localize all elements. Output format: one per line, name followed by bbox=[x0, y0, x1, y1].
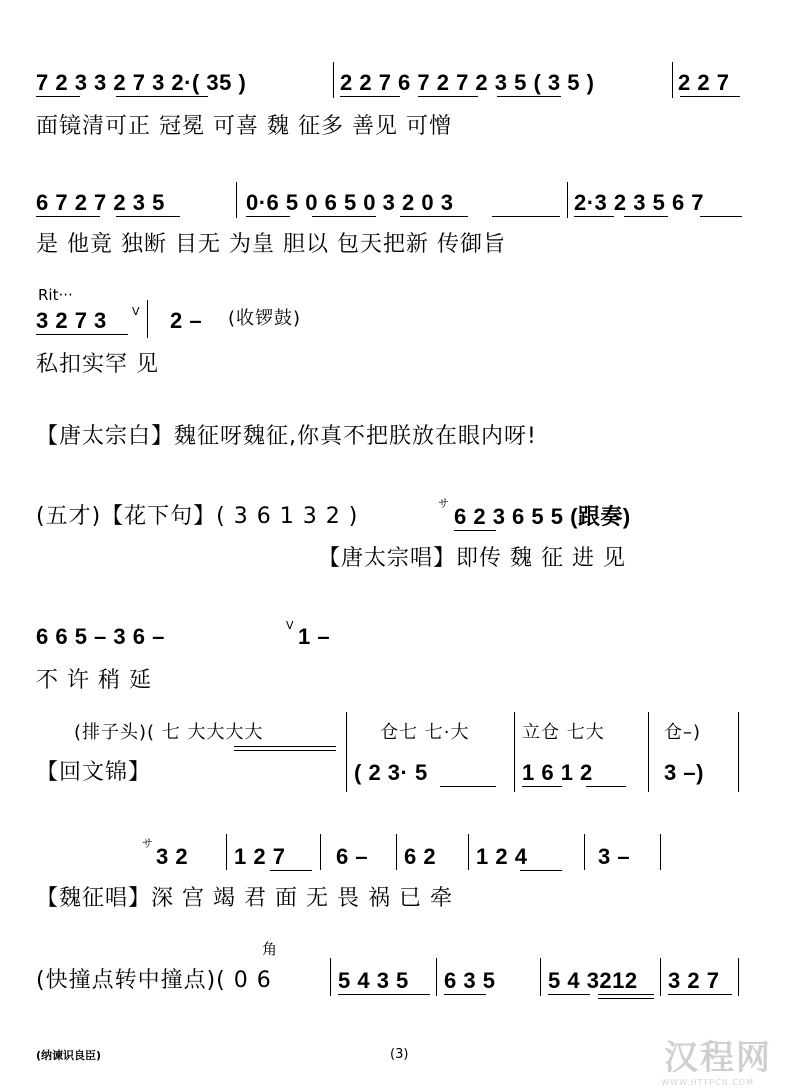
barline bbox=[147, 300, 148, 338]
breath-mark: V bbox=[286, 619, 294, 632]
notes-line7-a: 3 2 bbox=[156, 844, 189, 869]
watermark-url: WWW.HTTPCN.COM bbox=[661, 1078, 754, 1087]
gong-cue: (收锣鼓) bbox=[228, 308, 302, 329]
notes-line1-c: 2 2 7 bbox=[678, 70, 730, 95]
notes-line4: 6 2 3 6 5 5 (跟奏) bbox=[454, 504, 631, 529]
singer-tang-taizong: 【唐太宗唱】即传 魏 征 进 见 bbox=[318, 546, 626, 571]
notes-line7-e: 1 2 4 bbox=[476, 844, 528, 869]
sanban-mark: サ bbox=[142, 837, 153, 850]
notes-line6-c: 3 –) bbox=[664, 760, 704, 785]
underline bbox=[116, 96, 208, 97]
notes-line7-d: 6 2 bbox=[404, 844, 437, 869]
underline bbox=[444, 994, 486, 995]
underline bbox=[624, 216, 668, 217]
barline bbox=[660, 958, 661, 996]
barline bbox=[320, 834, 321, 870]
barline bbox=[672, 62, 673, 98]
notes-line2-c: 2·3 2 3 5 6 7 bbox=[574, 190, 705, 215]
barline bbox=[330, 958, 331, 996]
barline bbox=[540, 958, 541, 996]
lyric-line7: 【魏征唱】深 宫 竭 君 面 无 畏 祸 已 牵 bbox=[36, 886, 453, 911]
lyric-line1: 面镜清可正 冠冕 可喜 魏 征多 善见 可憎 bbox=[36, 114, 452, 139]
barline bbox=[236, 182, 237, 218]
breath-mark: V bbox=[132, 305, 140, 318]
underline bbox=[340, 96, 400, 97]
barline bbox=[346, 712, 347, 792]
barline bbox=[468, 834, 469, 870]
barline bbox=[584, 834, 585, 870]
underline bbox=[522, 786, 562, 787]
barline bbox=[514, 712, 515, 792]
page-number: (3) bbox=[390, 1047, 409, 1062]
fermata-note: 2 – bbox=[170, 308, 203, 333]
spoken-dialogue: 【唐太宗白】魏征呀魏征,你真不把朕放在眼内呀! bbox=[36, 424, 537, 449]
notes-line7-c: 6 – bbox=[336, 844, 369, 869]
underline bbox=[234, 750, 336, 751]
underline bbox=[598, 994, 654, 995]
underline bbox=[454, 530, 496, 531]
underline bbox=[36, 216, 100, 217]
notes-line8-b: 6 3 5 bbox=[444, 968, 496, 993]
underline bbox=[338, 994, 430, 995]
percussion-d: 仓–) bbox=[664, 722, 702, 743]
barline bbox=[738, 958, 739, 996]
underline bbox=[116, 216, 180, 217]
jiao-mark: 角 bbox=[262, 940, 278, 958]
underline bbox=[36, 334, 128, 335]
notes-line1-b: 2 2 7 6 7 2 7 2 3 5 ( 3 5 ) bbox=[340, 70, 595, 95]
ritardando-mark: Rit··· bbox=[38, 286, 73, 304]
notes-line8-a: 5 4 3 5 bbox=[338, 968, 409, 993]
notes-line8-d: 3 2 7 bbox=[668, 968, 720, 993]
underline bbox=[246, 216, 290, 217]
notes-line6-b: 1 6 1 2 bbox=[522, 760, 593, 785]
paizitou-percussion: (排子头)( 七 大大大大 bbox=[74, 722, 264, 743]
barline bbox=[648, 712, 649, 792]
barline bbox=[333, 62, 334, 98]
underline bbox=[497, 96, 561, 97]
notes-line7-b: 1 2 7 bbox=[234, 844, 286, 869]
line8-head: (快撞点转中撞点)( 0 6 bbox=[36, 968, 272, 993]
notes-line5-end: 1 – bbox=[298, 624, 331, 649]
notes-line8-c: 5 4 3212 bbox=[548, 968, 638, 993]
underline bbox=[234, 746, 336, 747]
percussion-b: 仓七 七·大 bbox=[380, 722, 470, 743]
line4-head: (五才)【花下句】( 3 6 1 3 2 ) bbox=[36, 504, 359, 529]
lyric-line2: 是 他竟 独断 目无 为皇 胆以 包天把新 传御旨 bbox=[36, 232, 506, 257]
barline bbox=[226, 834, 227, 870]
underline bbox=[418, 96, 478, 97]
barline bbox=[660, 834, 661, 870]
notes-line6: ( 2 3· 5 bbox=[354, 760, 428, 785]
label-huiwenjin: 【回文锦】 bbox=[36, 760, 152, 785]
underline bbox=[440, 786, 496, 787]
percussion-c: 立仓 七大 bbox=[522, 722, 605, 743]
notes-line7-f: 3 – bbox=[598, 844, 631, 869]
barline bbox=[396, 834, 397, 870]
underline bbox=[270, 870, 312, 871]
underline bbox=[586, 786, 626, 787]
barline bbox=[567, 182, 568, 218]
lyric-line3: 私扣实罕 见 bbox=[36, 352, 159, 377]
lyric-line5: 不 许 稍 延 bbox=[36, 668, 152, 693]
notes-line3: 3 2 7 3 bbox=[36, 308, 107, 333]
underline bbox=[520, 870, 562, 871]
notes-line5: 6 6 5 – 3 6 – bbox=[36, 624, 165, 649]
underline bbox=[548, 994, 590, 995]
barline bbox=[436, 958, 437, 996]
notes-line2-a: 6 7 2 7 2 3 5 bbox=[36, 190, 165, 215]
watermark-logo: 汉程网 bbox=[664, 1038, 772, 1078]
underline bbox=[598, 998, 654, 999]
notes-line1-a: 7 2 3 3 2 7 3 2·( 35 ) bbox=[36, 70, 247, 95]
notes-line2-b: 0·6 5 0 6 5 0 3 2 0 3 bbox=[246, 190, 454, 215]
underline bbox=[700, 216, 742, 217]
footer-title: (纳谏识良臣) bbox=[36, 1049, 102, 1062]
underline bbox=[312, 216, 376, 217]
sanban-mark: サ bbox=[438, 497, 449, 510]
underline bbox=[574, 216, 614, 217]
underline bbox=[668, 994, 732, 995]
underline bbox=[36, 96, 80, 97]
barline bbox=[738, 712, 739, 792]
underline bbox=[680, 96, 740, 97]
underline bbox=[492, 216, 560, 217]
underline bbox=[400, 216, 468, 217]
